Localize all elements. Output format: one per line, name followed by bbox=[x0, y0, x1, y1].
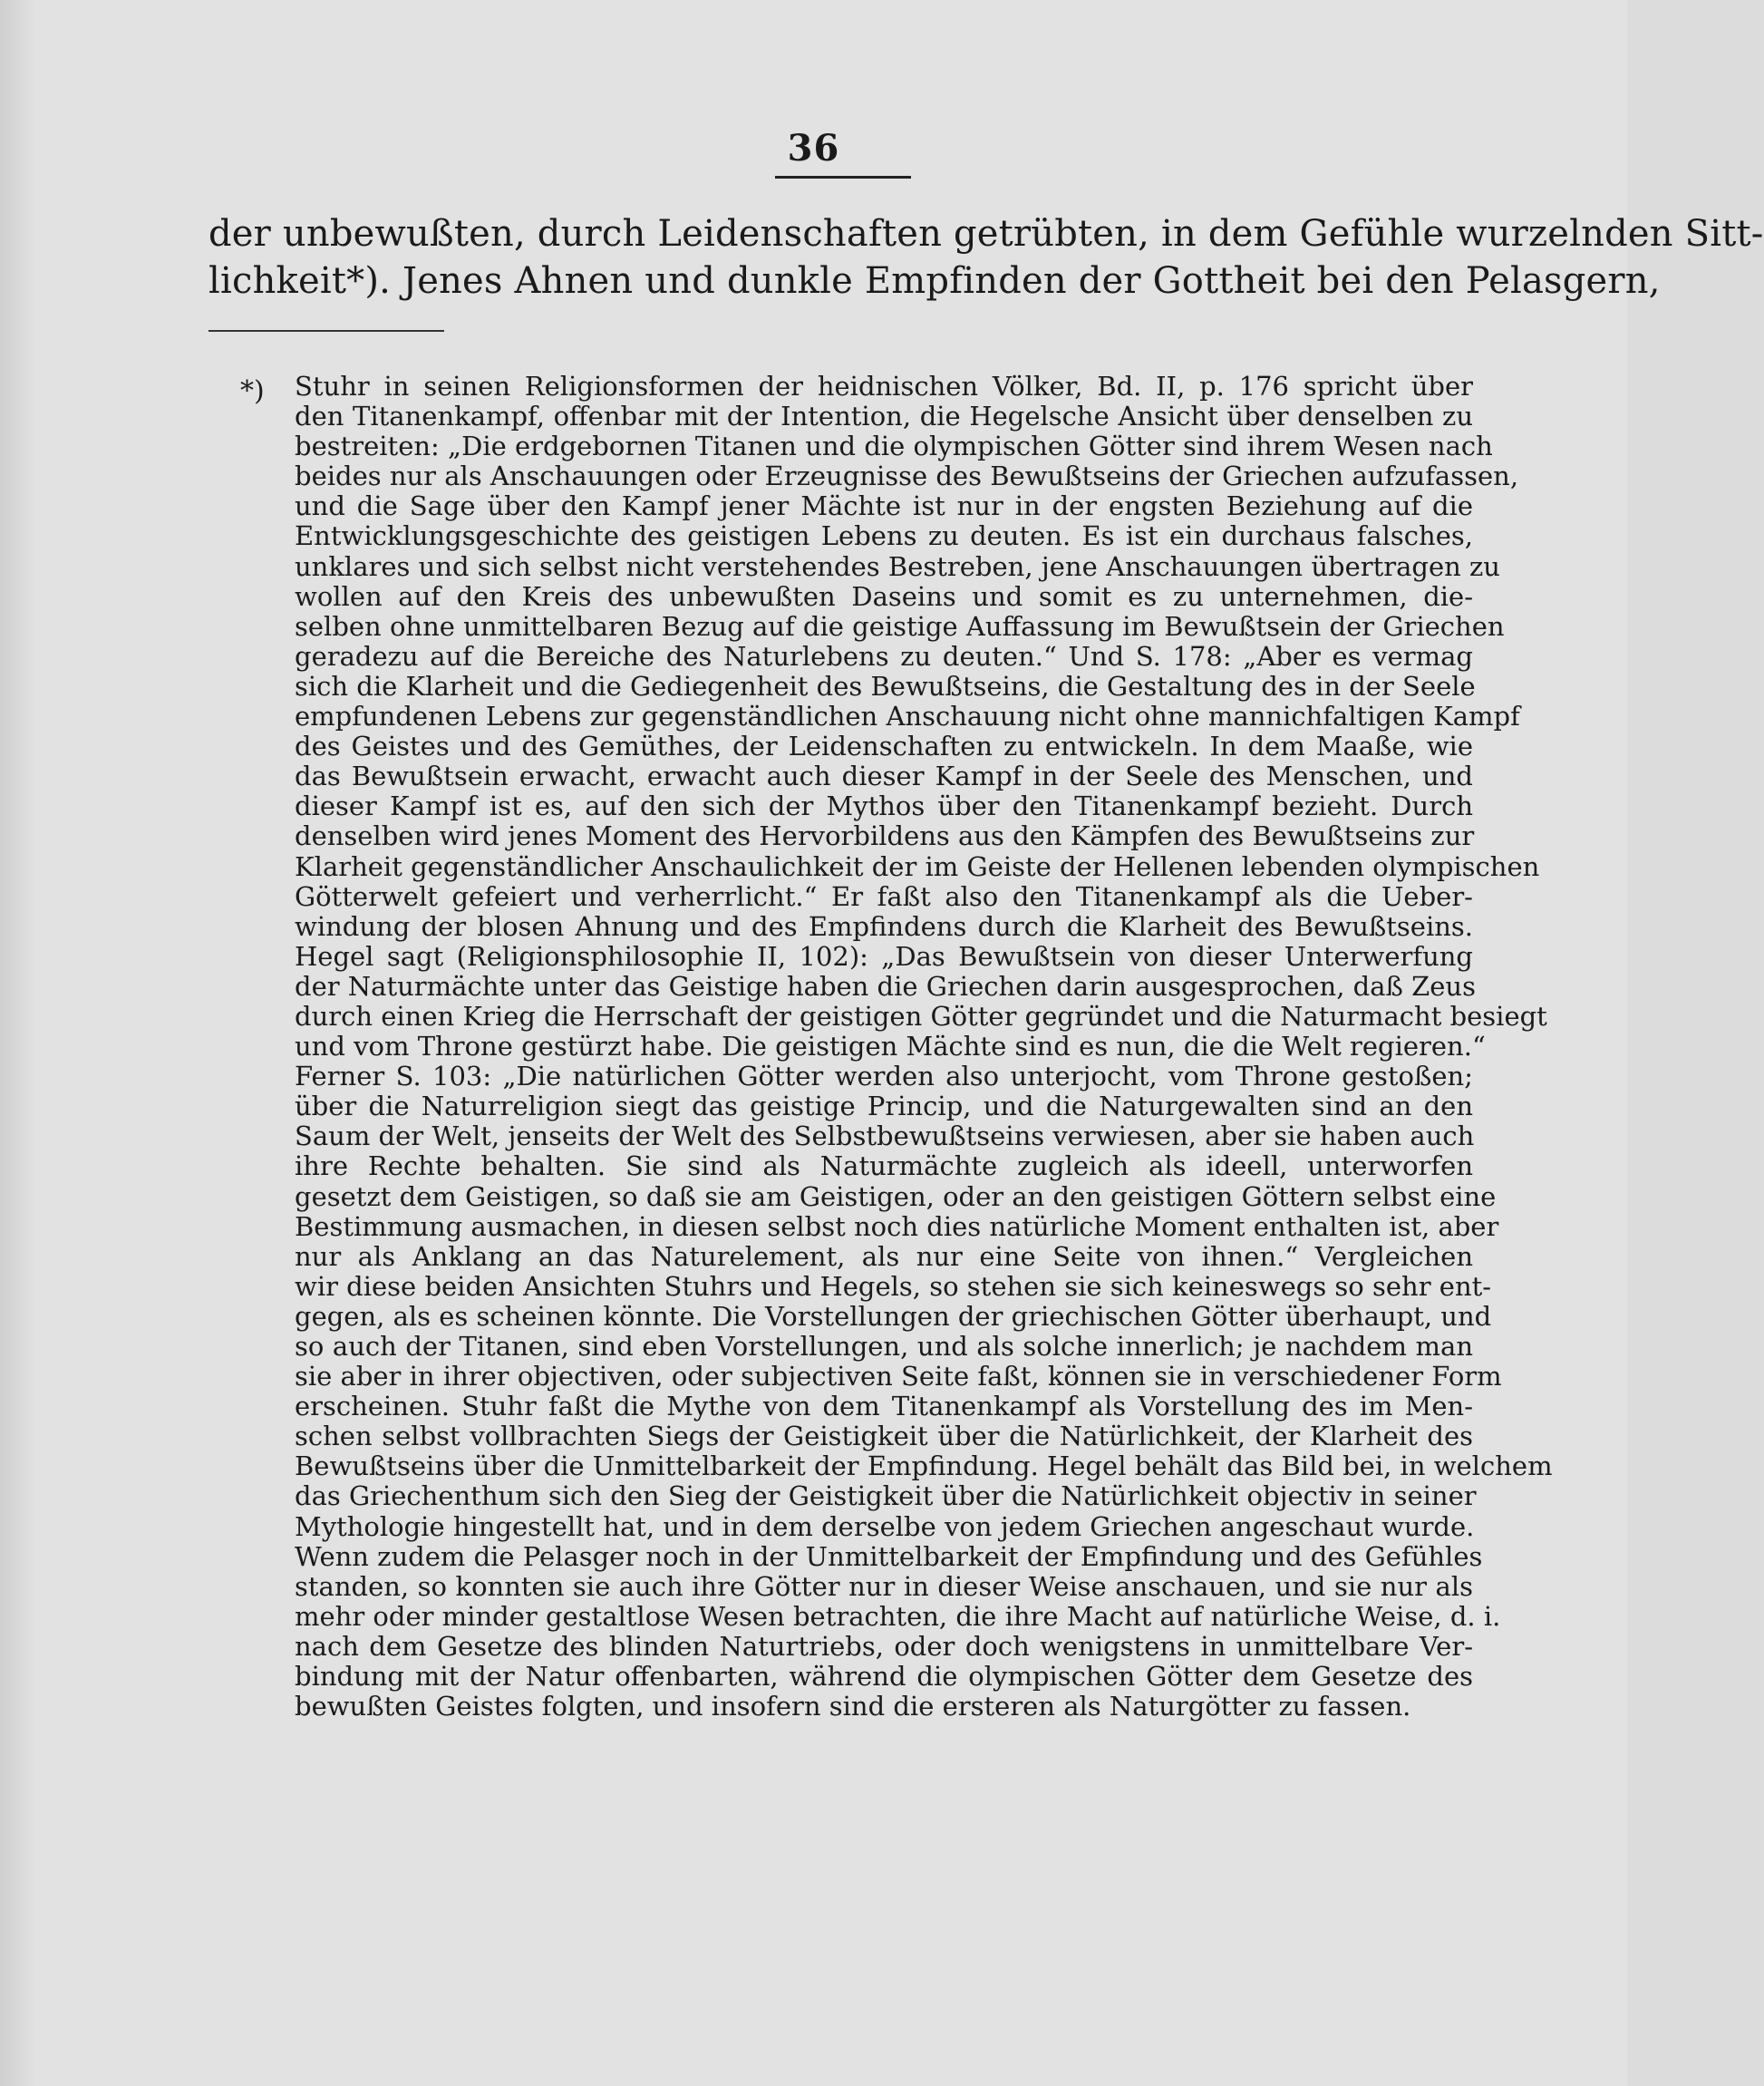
footnote-line: erscheinen. Stuhr faßt die Mythe von dem Titanenkampf als Vorstellung des im Men- bbox=[295, 1391, 1473, 1422]
footnote-line: bindung mit der Natur offenbarten, während die olympischen Götter dem Gesetze des bbox=[295, 1661, 1473, 1693]
footnote-line: sie aber in ihrer objectiven, oder subjectiven Seite faßt, können sie in verschiedener Form bbox=[295, 1361, 1502, 1392]
footnote-line: so auch der Titanen, sind eben Vorstellungen, und als solche innerlich; je nachdem man bbox=[295, 1331, 1473, 1362]
footnote-line: der Naturmächte unter das Geistige haben die Griechen darin ausgesprochen, daß Zeus bbox=[295, 970, 1476, 1002]
footnote-line: wollen auf den Kreis des unbewußten Daseins und somit es zu unternehmen, die- bbox=[295, 580, 1473, 612]
footnote-line: sich die Klarheit und die Gediegenheit des Bewußtseins, die Gestaltung des in der Seele bbox=[295, 670, 1476, 702]
footnote-line: bewußten Geistes folgten, und insofern sind die ersteren als Naturgötter zu fassen. bbox=[295, 1691, 1411, 1722]
footnote-line: unklares und sich selbst nicht verstehendes Bestreben, jene Anschauungen übertragen zu bbox=[295, 550, 1500, 582]
footnote-line: Wenn zudem die Pelasger noch in der Unmittelbarkeit der Empfindung und des Gefühles bbox=[295, 1540, 1483, 1572]
footnote-line: empfundenen Lebens zur gegenständlichen Anschauung nicht ohne mannichfaltigen Kampf bbox=[295, 701, 1520, 733]
footnote-line: geradezu auf die Bereiche des Naturlebens zu deuten.“ Und S. 178: „Aber es vermag bbox=[295, 640, 1473, 672]
footnote-line: Saum der Welt, jenseits der Welt des Selbstbewußtseins verwiesen, aber sie haben auch bbox=[295, 1121, 1475, 1152]
footnote-line: standen, so konnten sie auch ihre Götter nur in dieser Weise anschauen, und sie nur als bbox=[295, 1570, 1473, 1602]
footnote-line: windung der blosen Ahnung und des Empfindens durch die Klarheit des Bewußtseins. bbox=[295, 910, 1473, 942]
footnote-line: über die Naturreligion siegt das geistige Princip, und die Naturgewalten sind an den bbox=[295, 1091, 1473, 1122]
footnote-line: Stuhr in seinen Religionsformen der heidnischen Völker, Bd. II, p. 176 spricht über bbox=[295, 371, 1473, 402]
page-number-rule bbox=[775, 176, 911, 179]
footnote-line: denselben wird jenes Moment des Hervorbildens aus den Kämpfen des Bewußtseins zur bbox=[295, 820, 1475, 852]
footnote-line: wir diese beiden Ansichten Stuhrs und Hegels, so stehen sie sich keineswegs so sehr ent- bbox=[295, 1270, 1492, 1302]
footnote-line: und vom Throne gestürzt habe. Die geistigen Mächte sind es nun, die die Welt regieren.“ bbox=[295, 1031, 1486, 1062]
footnote-line: Götterwelt gefeiert und verherrlicht.“ Er faßt also den Titanenkampf als die Ueber- bbox=[295, 880, 1473, 912]
main-text-line: lichkeit*). Jenes Ahnen und dunkle Empfinden der Gottheit bei den Pelasgern, bbox=[208, 260, 1661, 302]
page-number: 36 bbox=[787, 127, 840, 170]
footnote-line: dieser Kampf ist es, auf den sich der Mythos über den Titanenkampf bezieht. Durch bbox=[295, 791, 1473, 822]
footnote-line: den Titanenkampf, offenbar mit der Intention, die Hegelsche Ansicht über denselben zu bbox=[295, 401, 1473, 432]
footnote-line: Klarheit gegenständlicher Anschaulichkeit der im Geiste der Hellenen lebenden olympischen bbox=[295, 850, 1540, 882]
footnote-line: des Geistes und des Gemüthes, der Leidenschaften zu entwickeln. In dem Maaße, wie bbox=[295, 731, 1473, 762]
footnote-line: durch einen Krieg die Herrschaft der geistigen Götter gegründet und die Naturmacht besiegt bbox=[295, 1000, 1547, 1032]
footnote-line: Bewußtseins über die Unmittelbarkeit der Empfindung. Hegel behält das Bild bei, in welchem bbox=[295, 1450, 1553, 1482]
footnote-line: gesetzt dem Geistigen, so daß sie am Geistigen, oder an den geistigen Göttern selbst eine bbox=[295, 1180, 1497, 1212]
footnote-line: Mythologie hingestellt hat, und in dem derselbe von jedem Griechen angeschaut wurde. bbox=[295, 1510, 1475, 1542]
footnote-line: selben ohne unmittelbaren Bezug auf die geistige Auffassung im Bewußtsein der Griechen bbox=[295, 610, 1505, 642]
footnote-separator bbox=[208, 330, 444, 332]
footnote-line: nur als Anklang an das Naturelement, als nur eine Seite von ihnen.“ Vergleichen bbox=[295, 1240, 1473, 1272]
footnote-line: Entwicklungsgeschichte des geistigen Lebens zu deuten. Es ist ein durchaus falsches, bbox=[295, 520, 1473, 552]
footnote-line: Hegel sagt (Religionsphilosophie II, 102): „Das Bewußtsein von dieser Unterwerfung bbox=[295, 940, 1473, 972]
footnote-line: Bestimmung ausmachen, in diesen selbst noch dies natürliche Moment enthalten ist, aber bbox=[295, 1210, 1499, 1242]
footnote-line: mehr oder minder gestaltlose Wesen betrachten, die ihre Macht auf natürliche Weise, d. i. bbox=[295, 1600, 1501, 1632]
footnote-line: beides nur als Anschauungen oder Erzeugnisse des Bewußtseins der Griechen aufzufassen, bbox=[295, 461, 1519, 492]
footnote-marker: *) bbox=[240, 375, 265, 407]
footnote-line: gegen, als es scheinen könnte. Die Vorstellungen der griechischen Götter überhaupt, und bbox=[295, 1300, 1492, 1332]
footnote-body bbox=[295, 371, 1553, 1722]
footnote-line: das Bewußtsein erwacht, erwacht auch dieser Kampf in der Seele des Menschen, und bbox=[295, 761, 1473, 792]
footnote-line: ihre Rechte behalten. Sie sind als Naturmächte zugleich als ideell, unterworfen bbox=[295, 1150, 1473, 1182]
footnote-line: Ferner S. 103: „Die natürlichen Götter werden also unterjocht, vom Throne gestoßen; bbox=[295, 1061, 1473, 1092]
footnote-line: und die Sage über den Kampf jener Mächte ist nur in der engsten Beziehung auf die bbox=[295, 490, 1473, 522]
footnote-line: das Griechenthum sich den Sieg der Geistigkeit über die Natürlichkeit objectiv in seiner bbox=[295, 1480, 1477, 1512]
footnote-line: nach dem Gesetze des blinden Naturtriebs, oder doch wenigstens in unmittelbare Ver- bbox=[295, 1630, 1473, 1662]
footnote-line: schen selbst vollbrachten Siegs der Geistigkeit über die Natürlichkeit, der Klarheit des bbox=[295, 1421, 1473, 1452]
footnote-line: bestreiten: „Die erdgebornen Titanen und die olympischen Götter sind ihrem Wesen nach bbox=[295, 431, 1493, 462]
page-edge-shadow bbox=[0, 0, 36, 2086]
main-text-line: der unbewußten, durch Leidenschaften getrübten, in dem Gefühle wurzelnden Sitt- bbox=[208, 213, 1764, 255]
